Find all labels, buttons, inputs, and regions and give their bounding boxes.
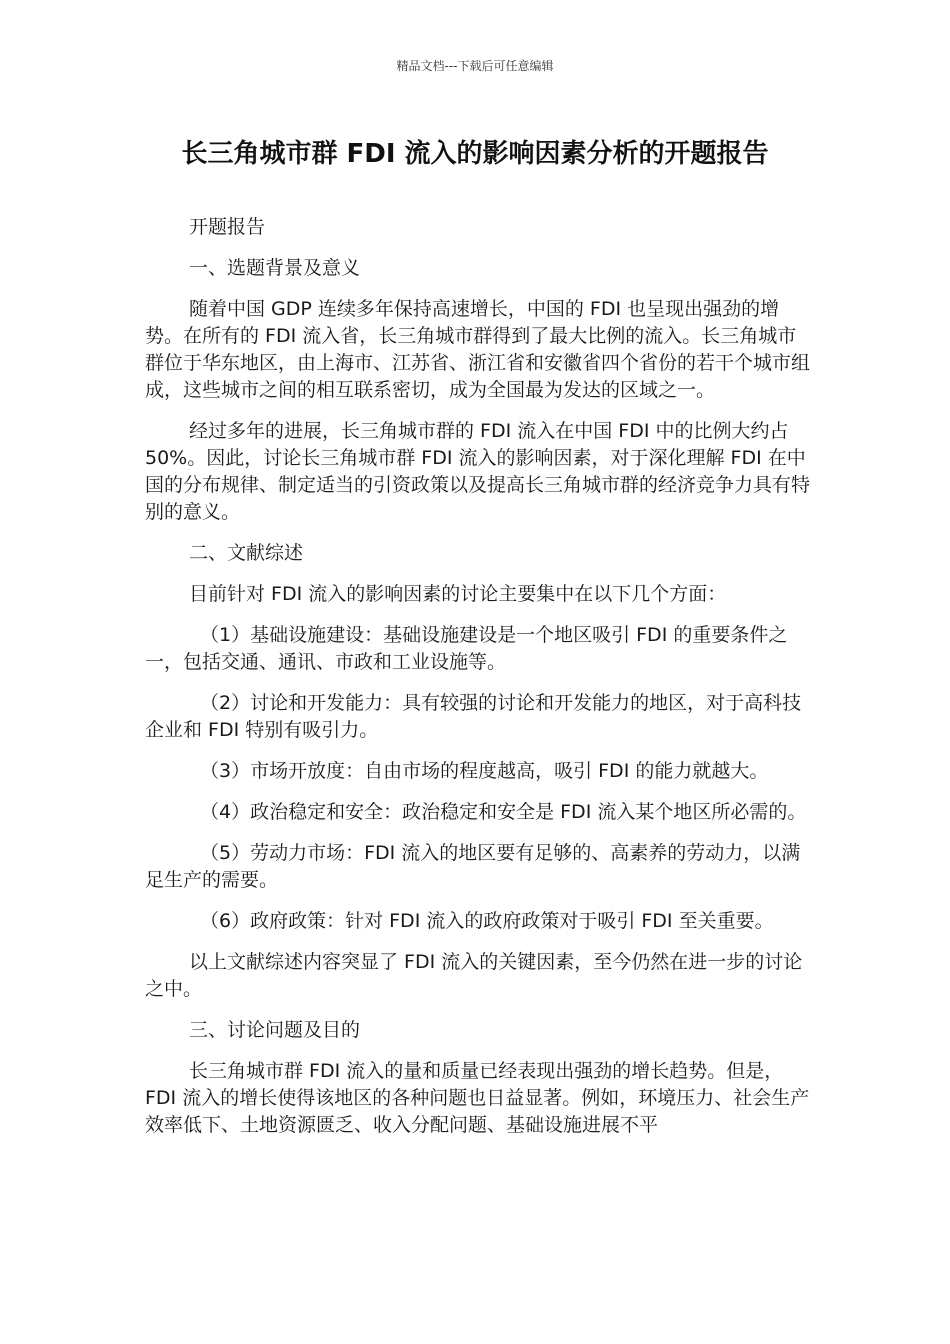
document-title: 长三角城市群 FDI 流入的影响因素分析的开题报告 <box>181 139 769 169</box>
list-item-labor-market: （5）劳动力市场：FDI 流入的地区要有足够的、高素养的劳动力，以满足生产的需要。 <box>145 842 801 891</box>
section-heading-research-questions: 三、讨论问题及目的 <box>189 1019 361 1041</box>
paragraph-background: 随着中国 GDP 连续多年保持高速增长，中国的 FDI 也呈现出强劲的增势。在所有的 FDI 流入省，长三角城市群得到了最大比例的流入。长三角城市群位于华东地区，由上海市、江苏省、浙江省和安徽省四个省份的若干个城市组成，这些城市之间的相互联系密切，成为全国最为发达的区域之一。 <box>145 298 811 401</box>
list-item-research-capacity: （2）讨论和开发能力：具有较强的讨论和开发能力的地区，对于高科技企业和 FDI 特别有吸引力。 <box>145 692 802 741</box>
document-body <box>145 214 810 1153</box>
page-header-note: 精品文档---下载后可任意编辑 <box>396 59 554 73</box>
list-item-infrastructure: （1）基础设施建设：基础设施建设是一个地区吸引 FDI 的重要条件之一，包括交通、通讯、市政和工业设施等。 <box>145 624 788 673</box>
section-heading-background: 一、选题背景及意义 <box>189 257 361 279</box>
section-heading-literature: 二、文献综述 <box>189 542 304 564</box>
list-item-political-stability: （4）政治稳定和安全：政治稳定和安全是 FDI 流入某个地区所必需的。 <box>200 801 807 823</box>
list-item-market-openness: （3）市场开放度：自由市场的程度越高，吸引 FDI 的能力就越大。 <box>200 760 769 782</box>
paragraph-literature-intro: 目前针对 FDI 流入的影响因素的讨论主要集中在以下几个方面： <box>189 583 727 605</box>
paragraph-report-label: 开题报告 <box>189 216 266 238</box>
list-item-government-policy: （6）政府政策：针对 FDI 流入的政府政策对于吸引 FDI 至关重要。 <box>200 910 774 932</box>
paragraph-significance: 经过多年的进展，长三角城市群的 FDI 流入在中国 FDI 中的比例大约占 50%。因此，讨论长三角城市群 FDI 流入的影响因素，对于深化理解 FDI 在中国的分布规律、制定适当的引资政策以及提高长三角城市群的经济竞争力具有特别的意义。 <box>145 420 811 523</box>
paragraph-literature-summary: 以上文献综述内容突显了 FDI 流入的关键因素，至今仍然在进一步的讨论之中。 <box>145 951 803 1000</box>
paragraph-research-questions: 长三角城市群 FDI 流入的量和质量已经表现出强劲的增长趋势。但是，FDI 流入的增长使得该地区的各种问题也日益显著。例如，环境压力、社会生产效率低下、土地资源匮乏、收入分配问题、基础设施进展不平 <box>145 1060 810 1136</box>
